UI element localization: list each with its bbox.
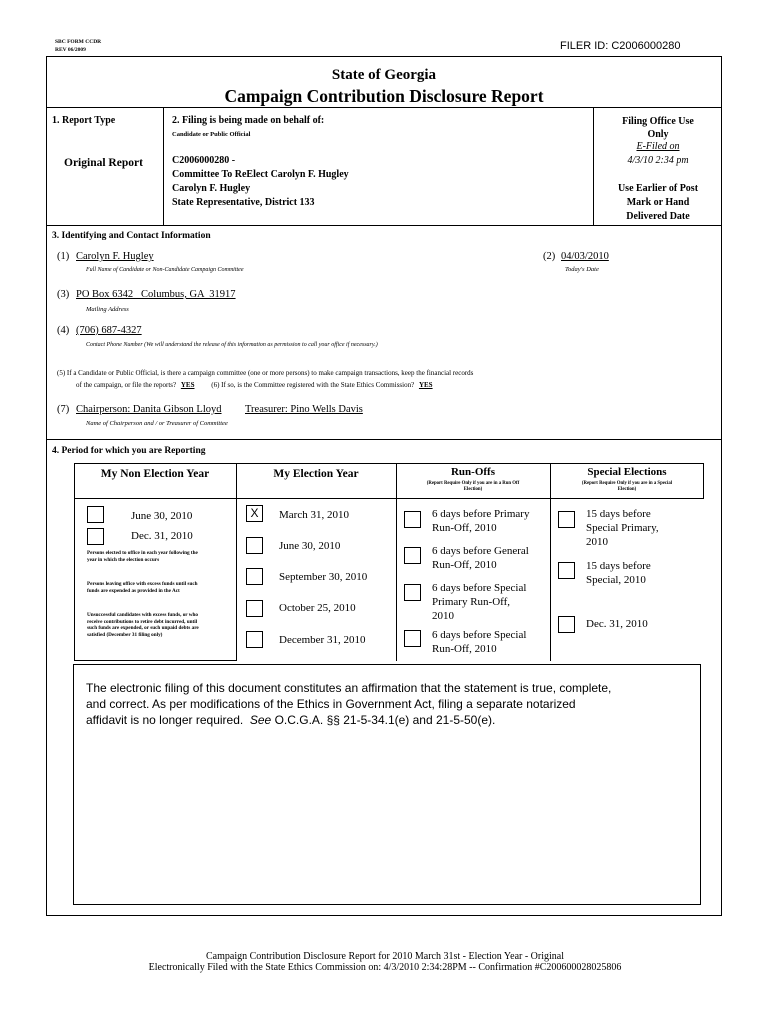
office-use-block [594,115,722,141]
filer-id: FILER ID: C2006000280 [560,40,681,52]
runoff-general-label [432,544,529,572]
office-name: State Representative, District 133 [172,197,315,208]
postmark-note-line: Use Earlier of Post [617,183,699,194]
checkbox-october[interactable] [246,600,263,617]
divider [74,660,236,661]
special-note-line: Election) [617,487,637,492]
affirmation-line: The electronic filing of this document constitutes an affirmation that the statement is true, complete, [86,681,612,695]
footer-line-1: Campaign Contribution Disclosure Report for 2010 March 31st - Election Year - Original [206,951,564,962]
checkbox-election-june[interactable] [246,537,263,554]
affirmation-line: and correct. As per modifications of the Ethics in Government Act, filing a separate notarized [86,697,576,711]
special-primary-line: 15 days before [586,508,651,520]
postmark-note-line: Delivered Date [626,211,690,222]
question-5-answer: YES [180,381,195,389]
checkbox-runoff-special-primary[interactable] [404,584,421,601]
election-october-label: October 25, 2010 [279,602,356,614]
form-code: SBC FORM CCDR [55,39,102,45]
affirmation-line [86,712,686,728]
form-revision: REV 06/2009 [55,47,86,53]
runoff-general-line: Run-Off, 2010 [432,559,497,571]
chairperson: Chairperson: Danita Gibson Lloyd [76,404,222,415]
election-september-label: September 30, 2010 [279,571,368,583]
treasurer: Treasurer: Pino Wells Davis [245,404,363,415]
checkbox-runoff-special[interactable] [404,630,421,647]
checkbox-runoff-primary[interactable] [404,511,421,528]
checkbox-special-primary[interactable] [558,511,575,528]
chair-caption: Name of Chairperson and / or Treasurer of Committee [86,420,228,427]
office-use-title-2: Only [647,129,669,140]
special-primary-line: Special Primary, [586,522,659,534]
divider [74,498,75,661]
runoff-primary-label [432,507,529,535]
report-type-value: Original Report [64,157,143,169]
col-special: Special Elections [587,466,667,478]
question-5-text: of the campaign, or file the reports? [76,381,177,389]
election-june-label: June 30, 2010 [279,540,341,552]
committee-name: Committee To ReElect Carolyn F. Hugley [172,169,349,180]
runoff-primary-line: 6 days before Primary [432,508,530,520]
report-type-label: 1. Report Type [52,115,116,126]
special-note-line: (Report Require Only if you are in a Special [581,481,673,486]
affirmation-part: O.C.G.A. §§ 21-5-34.1(e) and 21-5-50(e). [271,713,496,727]
checkbox-special[interactable] [558,562,575,579]
checkbox-non-june[interactable] [87,506,104,523]
runoff-special-line: Run-Off, 2010 [432,643,497,655]
contact-info-label: 3. Identifying and Contact Information [52,231,211,241]
checkbox-special-dec[interactable] [558,616,575,633]
runoff-sp-line: Primary Run-Off, [432,596,511,608]
non-note-3: Unsuccessful candidates with excess funds, or who receive contributions to retire debt incurred, until such funds are expended, or such unpaid debts are satisfied (December 31 filing only) [87,612,199,638]
date-number: (2) [543,251,556,262]
postmark-note-line: Mark or Hand [626,197,690,208]
office-use-title: Filing Office Use [622,116,694,127]
filing-behalf-sublabel: Candidate or Public Official [172,131,251,138]
checkbox-march[interactable]: X [246,505,263,522]
candidate-name: Carolyn F. Hugley [172,183,251,194]
divider [46,107,722,108]
special-primary-label [586,507,659,549]
non-june-label: June 30, 2010 [131,510,193,522]
period-label: 4. Period for which you are Reporting [52,446,206,456]
question-6-answer: YES [418,381,433,389]
special-line: 15 days before [586,560,651,572]
non-dec-label: Dec. 31, 2010 [131,530,193,542]
runoff-primary-line: Run-Off, 2010 [432,522,497,534]
affirmation-text [86,680,686,728]
state-title: State of Georgia [331,67,437,83]
special-label [586,559,651,587]
col-non-election: My Non Election Year [100,468,210,480]
checkbox-september[interactable] [246,568,263,585]
address-number: (3) [57,289,70,300]
election-december-label: December 31, 2010 [279,634,366,646]
chair-number: (7) [57,404,70,415]
special-primary-line: 2010 [586,536,608,548]
footer-line-2: Electronically Filed with the State Ethics Commission on: 4/3/2010 2:34:28PM -- Confirmation #C200600028025806 [148,962,622,973]
filer-block [172,154,349,210]
affirmation-see: See [249,713,272,727]
runoff-sp-line: 2010 [432,610,454,622]
col-special-note [550,481,704,493]
col-runoffs: Run-Offs [450,466,495,478]
checkbox-non-dec[interactable] [87,528,104,545]
phone-number-label: (4) [57,325,70,336]
footer [0,951,770,973]
name-number: (1) [57,251,70,262]
runoff-note-line: (Report Require Only if you are in a Run Off [426,481,520,486]
col-election: My Election Year [273,468,359,480]
report-title: Campaign Contribution Disclosure Report [224,86,544,106]
name-caption: Full Name of Candidate or Non-Candidate Campaign Committee [86,267,244,273]
checkbox-runoff-general[interactable] [404,547,421,564]
runoff-sp-line: 6 days before Special [432,582,527,594]
runoff-special-label [432,628,526,656]
col-runoffs-note [396,481,550,493]
efiled-label: E-Filed on [636,141,680,152]
runoff-special-line: 6 days before Special [432,629,527,641]
filing-behalf-label: 2. Filing is being made on behalf of: [172,115,325,126]
affirmation-part: affidavit is no longer required. [86,713,250,727]
special-line: Special, 2010 [586,574,646,586]
non-note-1: Persons elected to office in each year following the year in which the election occurs [87,550,198,563]
runoff-general-line: 6 days before General [432,545,529,557]
divider [163,107,164,225]
divider [46,225,722,226]
candidate-full-name: Carolyn F. Hugley [76,251,154,262]
address-caption: Mailing Address [86,306,129,313]
divider [236,463,237,661]
efiled-date: 4/3/10 2:34 pm [627,155,689,166]
election-march-label: March 31, 2010 [279,509,349,521]
postmark-note [594,182,722,224]
contact-phone: (706) 687-4327 [76,325,142,336]
phone-caption: Contact Phone Number (We will understand the release of this information as permission to call your office if necessary.) [86,342,378,348]
non-note-2: Persons leaving office with excess funds until such funds are expended as provided in the Act [87,581,198,594]
filer-id-line: C2006000280 - [172,155,236,166]
date-caption: Today's Date [565,266,599,273]
question-6-text: (6) If so, is the Committee registered with the State Ethics Commission? [211,381,415,389]
question-5: (5) If a Candidate or Public Official, is there a campaign committee (one or more persons) to make campaign transactions, keep the financial records [57,369,474,377]
checkbox-december[interactable] [246,631,263,648]
runoff-note-line: Election) [463,487,483,492]
runoff-special-primary-label [432,581,526,623]
divider [46,439,722,440]
mailing-address: PO Box 6342 Columbus, GA 31917 [76,289,236,300]
todays-date: 04/03/2010 [561,251,609,262]
special-dec-label: Dec. 31, 2010 [586,618,648,630]
question-5-cont [76,381,433,389]
